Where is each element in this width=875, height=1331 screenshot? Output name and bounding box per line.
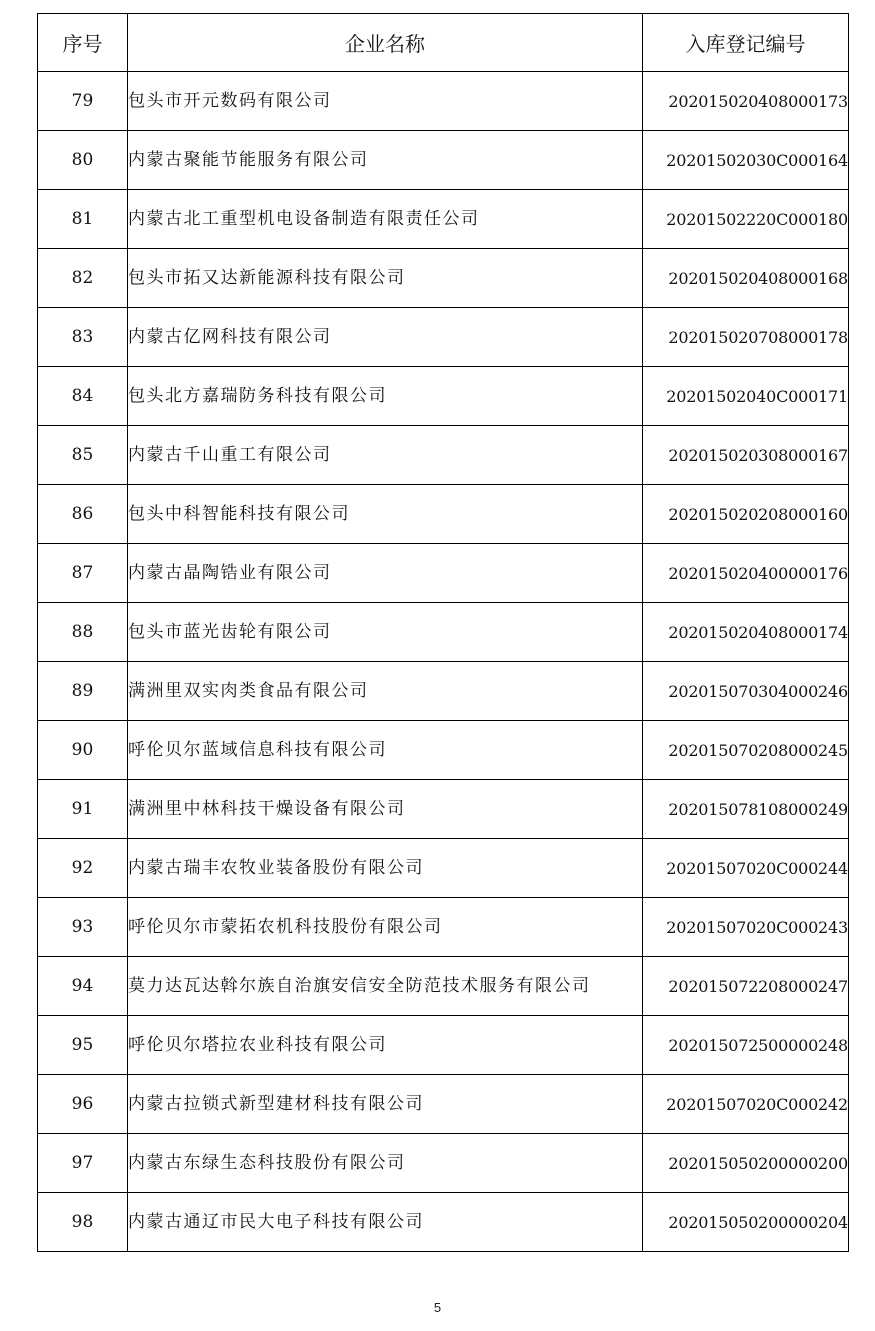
row-registration-code: 202015070304000246 — [643, 662, 849, 721]
row-index: 98 — [38, 1193, 128, 1252]
row-registration-code: 202015020408000168 — [643, 249, 849, 308]
row-index: 94 — [38, 957, 128, 1016]
table-row — [38, 1016, 849, 1075]
row-index: 96 — [38, 1075, 128, 1134]
row-index: 86 — [38, 485, 128, 544]
row-enterprise-name: 呼伦贝尔塔拉农业科技有限公司 — [128, 1016, 643, 1075]
row-enterprise-name: 包头市蓝光齿轮有限公司 — [128, 603, 643, 662]
table-row — [38, 603, 849, 662]
row-index: 81 — [38, 190, 128, 249]
row-enterprise-name: 内蒙古通辽市民大电子科技有限公司 — [128, 1193, 643, 1252]
row-enterprise-name: 呼伦贝尔蓝域信息科技有限公司 — [128, 721, 643, 780]
row-registration-code: 202015020408000173 — [643, 72, 849, 131]
row-registration-code: 20201502030C000164 — [643, 131, 849, 190]
table-row — [38, 898, 849, 957]
row-registration-code: 20201507020C000243 — [643, 898, 849, 957]
table-row — [38, 544, 849, 603]
row-enterprise-name: 内蒙古北工重型机电设备制造有限责任公司 — [128, 190, 643, 249]
header-enterprise-name: 企业名称 — [128, 14, 643, 72]
row-registration-code: 202015050200000200 — [643, 1134, 849, 1193]
row-enterprise-name: 满洲里中林科技干燥设备有限公司 — [128, 780, 643, 839]
table-row — [38, 426, 849, 485]
row-index: 97 — [38, 1134, 128, 1193]
row-enterprise-name: 满洲里双实肉类食品有限公司 — [128, 662, 643, 721]
header-index: 序号 — [38, 14, 128, 72]
row-enterprise-name: 内蒙古拉锁式新型建材科技有限公司 — [128, 1075, 643, 1134]
table-row — [38, 190, 849, 249]
table-row — [38, 780, 849, 839]
page-number: 5 — [433, 1300, 442, 1315]
table-row — [38, 957, 849, 1016]
row-index: 89 — [38, 662, 128, 721]
row-registration-code: 202015072500000248 — [643, 1016, 849, 1075]
row-registration-code: 20201502220C000180 — [643, 190, 849, 249]
row-enterprise-name: 呼伦贝尔市蒙拓农机科技股份有限公司 — [128, 898, 643, 957]
table-row — [38, 249, 849, 308]
row-enterprise-name: 包头市开元数码有限公司 — [128, 72, 643, 131]
row-index: 87 — [38, 544, 128, 603]
row-enterprise-name: 包头北方嘉瑞防务科技有限公司 — [128, 367, 643, 426]
row-enterprise-name: 内蒙古晶陶锆业有限公司 — [128, 544, 643, 603]
header-registration-code: 入库登记编号 — [643, 14, 849, 72]
table-row — [38, 367, 849, 426]
row-registration-code: 20201507020C000244 — [643, 839, 849, 898]
row-registration-code: 202015020408000174 — [643, 603, 849, 662]
table-row — [38, 485, 849, 544]
row-registration-code: 202015020308000167 — [643, 426, 849, 485]
row-registration-code: 202015050200000204 — [643, 1193, 849, 1252]
row-registration-code: 20201507020C000242 — [643, 1075, 849, 1134]
table-row — [38, 72, 849, 131]
row-registration-code: 202015020208000160 — [643, 485, 849, 544]
row-enterprise-name: 内蒙古千山重工有限公司 — [128, 426, 643, 485]
table-row — [38, 662, 849, 721]
row-index: 84 — [38, 367, 128, 426]
row-index: 80 — [38, 131, 128, 190]
row-index: 92 — [38, 839, 128, 898]
row-enterprise-name: 莫力达瓦达斡尔族自治旗安信安全防范技术服务有限公司 — [128, 957, 643, 1016]
enterprise-registry-table — [37, 13, 849, 1252]
row-enterprise-name: 内蒙古亿网科技有限公司 — [128, 308, 643, 367]
row-registration-code: 202015078108000249 — [643, 780, 849, 839]
row-index: 95 — [38, 1016, 128, 1075]
row-enterprise-name: 包头中科智能科技有限公司 — [128, 485, 643, 544]
row-index: 90 — [38, 721, 128, 780]
row-enterprise-name: 内蒙古聚能节能服务有限公司 — [128, 131, 643, 190]
row-registration-code: 202015070208000245 — [643, 721, 849, 780]
table-header-row — [38, 14, 849, 72]
row-enterprise-name: 包头市拓又达新能源科技有限公司 — [128, 249, 643, 308]
row-index: 79 — [38, 72, 128, 131]
table-row — [38, 839, 849, 898]
row-registration-code: 202015020708000178 — [643, 308, 849, 367]
row-enterprise-name: 内蒙古瑞丰农牧业装备股份有限公司 — [128, 839, 643, 898]
table-row — [38, 721, 849, 780]
row-index: 93 — [38, 898, 128, 957]
table-row — [38, 308, 849, 367]
row-registration-code: 202015020400000176 — [643, 544, 849, 603]
row-enterprise-name: 内蒙古东绿生态科技股份有限公司 — [128, 1134, 643, 1193]
row-index: 83 — [38, 308, 128, 367]
table-row — [38, 1134, 849, 1193]
row-registration-code: 20201502040C000171 — [643, 367, 849, 426]
row-index: 85 — [38, 426, 128, 485]
table-row — [38, 1075, 849, 1134]
row-index: 91 — [38, 780, 128, 839]
table-row — [38, 131, 849, 190]
row-registration-code: 202015072208000247 — [643, 957, 849, 1016]
row-index: 82 — [38, 249, 128, 308]
row-index: 88 — [38, 603, 128, 662]
table-row — [38, 1193, 849, 1252]
